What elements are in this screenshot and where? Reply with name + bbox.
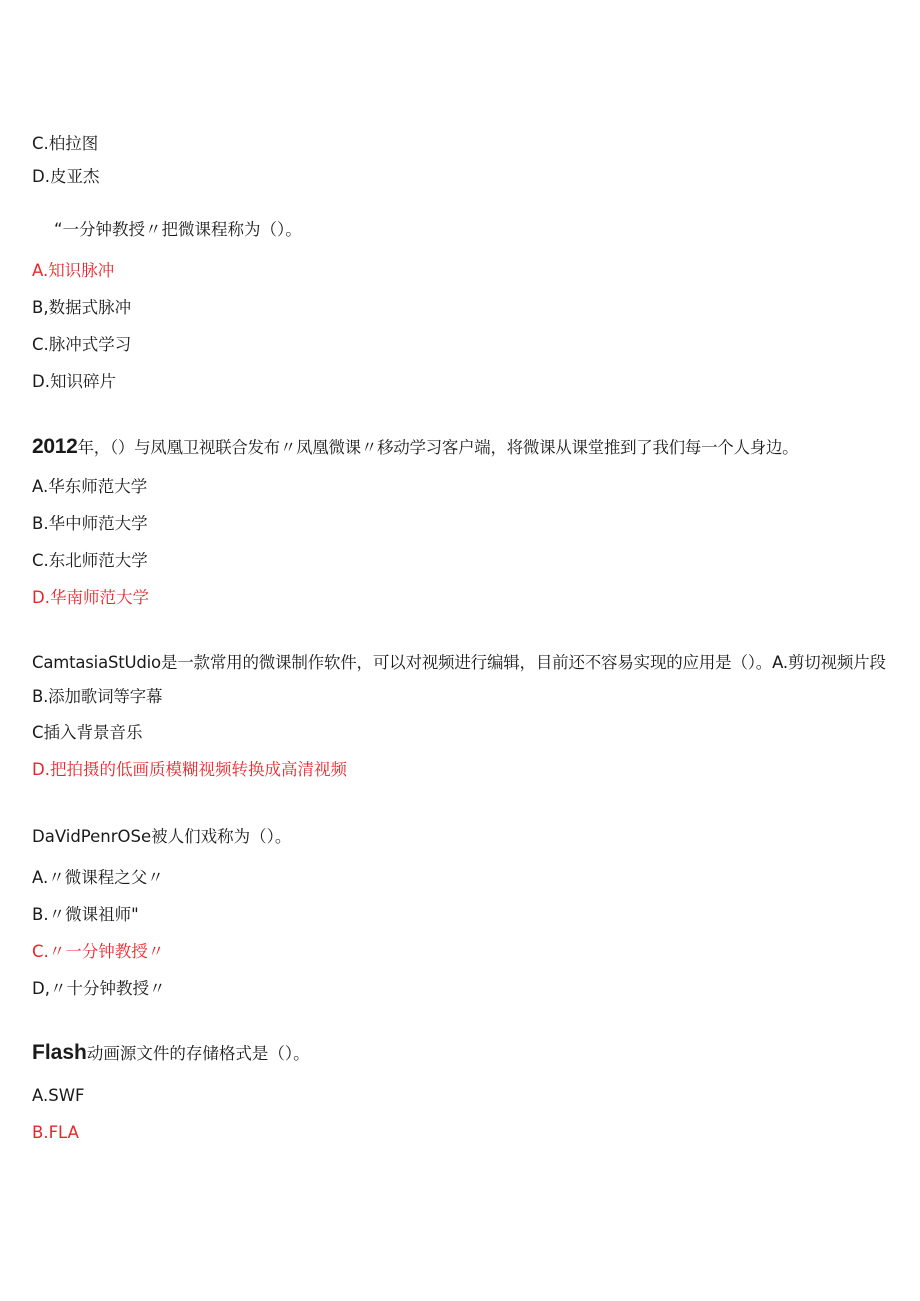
q2-option-c: C.东北师范大学 xyxy=(32,551,148,570)
q3-option-c: C插入背景音乐 xyxy=(32,723,143,742)
q2-year: 2012 xyxy=(32,435,78,458)
q4-question: DaVidPenrOSe被人们戏称为（）。 xyxy=(32,827,292,846)
q2-option-a: A.华东师范大学 xyxy=(32,477,148,496)
q2-question xyxy=(32,436,798,459)
q1-option-b: B,数据式脉冲 xyxy=(32,298,132,317)
q5-option-a: A.SWF xyxy=(32,1086,85,1105)
q5-question xyxy=(32,1042,310,1065)
q2-option-b: B.华中师范大学 xyxy=(32,514,148,533)
q1-option-c: C.脉冲式学习 xyxy=(32,335,132,354)
q0-option-d: D.皮亚杰 xyxy=(32,167,100,186)
q2-option-d: D.华南师范大学 xyxy=(32,588,149,607)
q3-option-d: D.把拍摄的低画质模糊视频转换成高清视频 xyxy=(32,760,347,779)
q3-question: CamtasiaStUdio是一款常用的微课制作软件，可以对视频进行编辑，目前还不容易实现的应用是（）。A.剪切视频片段B.添加歌词等字幕 xyxy=(32,653,886,706)
q5-question-text: 动画源文件的存储格式是（）。 xyxy=(86,1044,310,1063)
q0-option-c: C.柏拉图 xyxy=(32,134,99,153)
q1-option-a: A.知识脉冲 xyxy=(32,261,115,280)
q5-option-b: B.FLA xyxy=(32,1123,79,1142)
q2-question-text: 年，（）与凤凰卫视联合发布〃凤凰微课〃移动学习客户端，将微课从课堂推到了我们每一个人身边。 xyxy=(77,438,799,457)
q1-question: “一分钟教授〃把微课程称为（）。 xyxy=(54,220,302,239)
q4-option-a: A.〃微课程之父〃 xyxy=(32,868,164,887)
q4-option-c: C.〃一分钟教授〃 xyxy=(32,942,165,961)
q4-option-b: B.〃微课祖师" xyxy=(32,905,139,924)
q1-option-d: D.知识碎片 xyxy=(32,372,116,391)
q5-keyword: Flash xyxy=(32,1041,87,1064)
q4-option-d: D,〃十分钟教授〃 xyxy=(32,979,166,998)
